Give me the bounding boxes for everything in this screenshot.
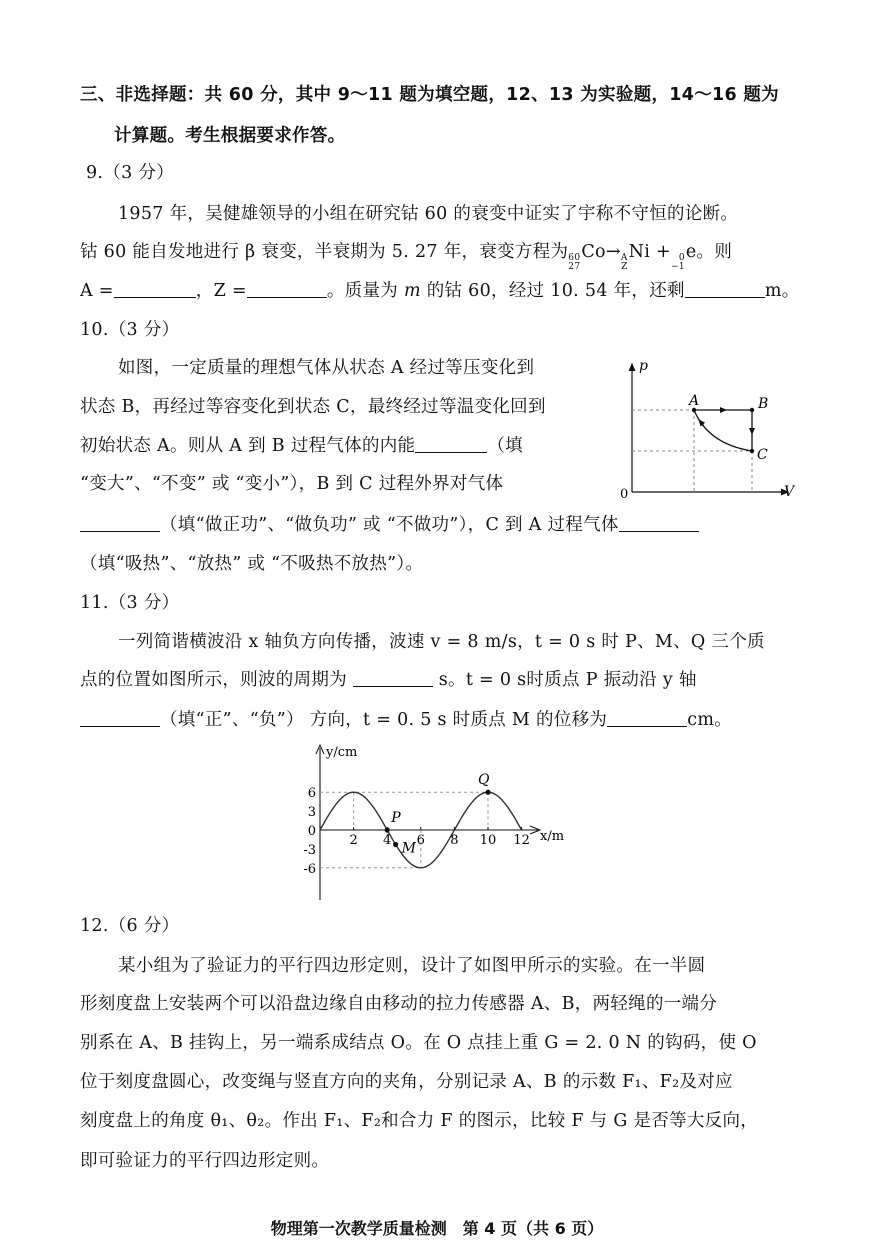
blank-period[interactable] [353, 670, 433, 687]
q9-line2: 钴 60 能自发地进行 β 衰变，半衰期为 5. 27 年，衰变方程为 60 27 Co→ A Z Ni + 0 −1 e。则 [80, 242, 733, 272]
y-axis-label: y/cm [326, 745, 358, 760]
blank-displacement[interactable] [607, 710, 687, 727]
blank-direction[interactable] [80, 710, 160, 727]
q12-line6: 即可验证力的平行四边形定则。 [80, 1151, 330, 1171]
x-tick-label: 6 [416, 833, 425, 848]
label-c: C [757, 447, 768, 463]
label-v: V [784, 484, 795, 500]
label-origin: 0 [620, 487, 629, 502]
q9-line1: 1957 年，吴健雄领导的小组在研究钴 60 的衰变中证实了宇称不守恒的论断。 [118, 204, 739, 224]
q10-heading: 10.（3 分） [80, 320, 180, 340]
x-axis-label: x/m [540, 829, 565, 844]
q12-line5: 刻度盘上的角度 θ₁、θ₂。作出 F₁、F₂和合力 F 的图示，比较 F 与 G 是否等大反向， [80, 1111, 759, 1131]
q10-line3: 初始状态 A。则从 A 到 B 过程气体的内能 （填 [80, 436, 523, 456]
section-heading-line1: 三、非选择题：共 60 分，其中 9～11 题为填空题，12、13 为实验题，14～16 题为 [80, 85, 779, 105]
wave-chart [300, 740, 580, 902]
arrow-c-a-icon [699, 420, 704, 426]
y-tick-label: 0 [307, 824, 316, 839]
x-tick-label: 8 [450, 833, 459, 848]
co-isotope: 60 27 [568, 253, 581, 272]
q10-line4: “变大”、“不变” 或 “变小”），B 到 C 过程外界对气体 [80, 474, 504, 494]
point-label-p: P [391, 810, 401, 826]
q12-line3: 别系在 A、B 挂钩上，另一端系成结点 O。在 O 点挂上重 G = 2. 0 N 的钩码，使 O [80, 1033, 757, 1053]
q12-line4: 位于刻度盘圆心，改变绳与竖直方向的夹角，分别记录 A、B 的示数 F₁、F₂及对应 [80, 1072, 733, 1092]
q12-line2: 形刻度盘上安装两个可以沿盘边缘自由移动的拉力传感器 A、B，两轻绳的一端分 [80, 994, 718, 1014]
x-tick-label: 2 [349, 833, 358, 848]
point-label-q: Q [478, 772, 490, 789]
point-b [750, 408, 754, 412]
point-q [485, 790, 490, 795]
q10-line2: 状态 B，再经过等容变化到状态 C，最终经过等温变化回到 [80, 397, 546, 417]
blank-Z[interactable] [247, 281, 327, 298]
point-label-m: M [401, 840, 416, 857]
x-tick-label: 4 [383, 833, 392, 848]
q11-line2: 点的位置如图所示，则波的周期为 s。t = 0 s时质点 P 振动沿 y 轴 [80, 670, 697, 690]
path-c-a [694, 410, 752, 451]
q9-heading: 9.（3 分） [86, 163, 174, 183]
q10-line1: 如图，一定质量的理想气体从状态 A 经过等压变化到 [118, 358, 535, 378]
label-p: p [639, 358, 648, 374]
q11-line3: （填“正”、“负”） 方向，t = 0. 5 s 时质点 M 的位移为 cm。 [80, 708, 732, 732]
blank-work[interactable] [80, 515, 160, 532]
label-b: B [758, 396, 769, 412]
q10-line6: （填“吸热”、“放热” 或 “不吸热不放热”）。 [80, 554, 424, 574]
point-c [750, 449, 754, 453]
point-p [385, 827, 390, 832]
label-a: A [689, 393, 700, 409]
blank-remaining-mass[interactable] [685, 281, 765, 298]
point-m [393, 842, 398, 847]
q12-heading: 12.（6 分） [80, 916, 180, 936]
q11-line1: 一列简谐横波沿 x 轴负方向传播，波速 v = 8 m/s，t = 0 s 时 P、M、Q 三个质 [118, 632, 765, 652]
electron-isotope: 0 −1 [671, 253, 685, 272]
q9-line3: A = ，Z = 。质量为 m 的钴 60，经过 10. 54 年，还剩 m。 [80, 281, 800, 301]
section-heading-line2: 计算题。考生根据要求作答。 [114, 126, 346, 146]
pv-diagram [612, 356, 802, 506]
q12-line1: 某小组为了验证力的平行四边形定则，设计了如图甲所示的实验。在一半圆 [118, 956, 706, 976]
y-tick-label: -3 [303, 842, 316, 858]
page-footer: 物理第一次教学质量检测 第 4 页（共 6 页） [270, 1219, 604, 1238]
ni-isotope: A Z [620, 253, 628, 272]
x-tick-label: 10 [479, 833, 497, 848]
blank-internal-energy[interactable] [415, 436, 487, 453]
blank-A[interactable] [114, 281, 196, 298]
q10-line5: （填“做正功”、“做负功” 或 “不做功”），C 到 A 过程气体 [80, 513, 699, 537]
x-tick-label: 12 [513, 833, 530, 848]
y-tick-label: 6 [307, 786, 316, 802]
y-tick-label: 3 [307, 805, 316, 821]
blank-heat[interactable] [619, 515, 699, 532]
y-tick-label: -6 [303, 861, 316, 877]
q11-heading: 11.（3 分） [80, 593, 180, 613]
